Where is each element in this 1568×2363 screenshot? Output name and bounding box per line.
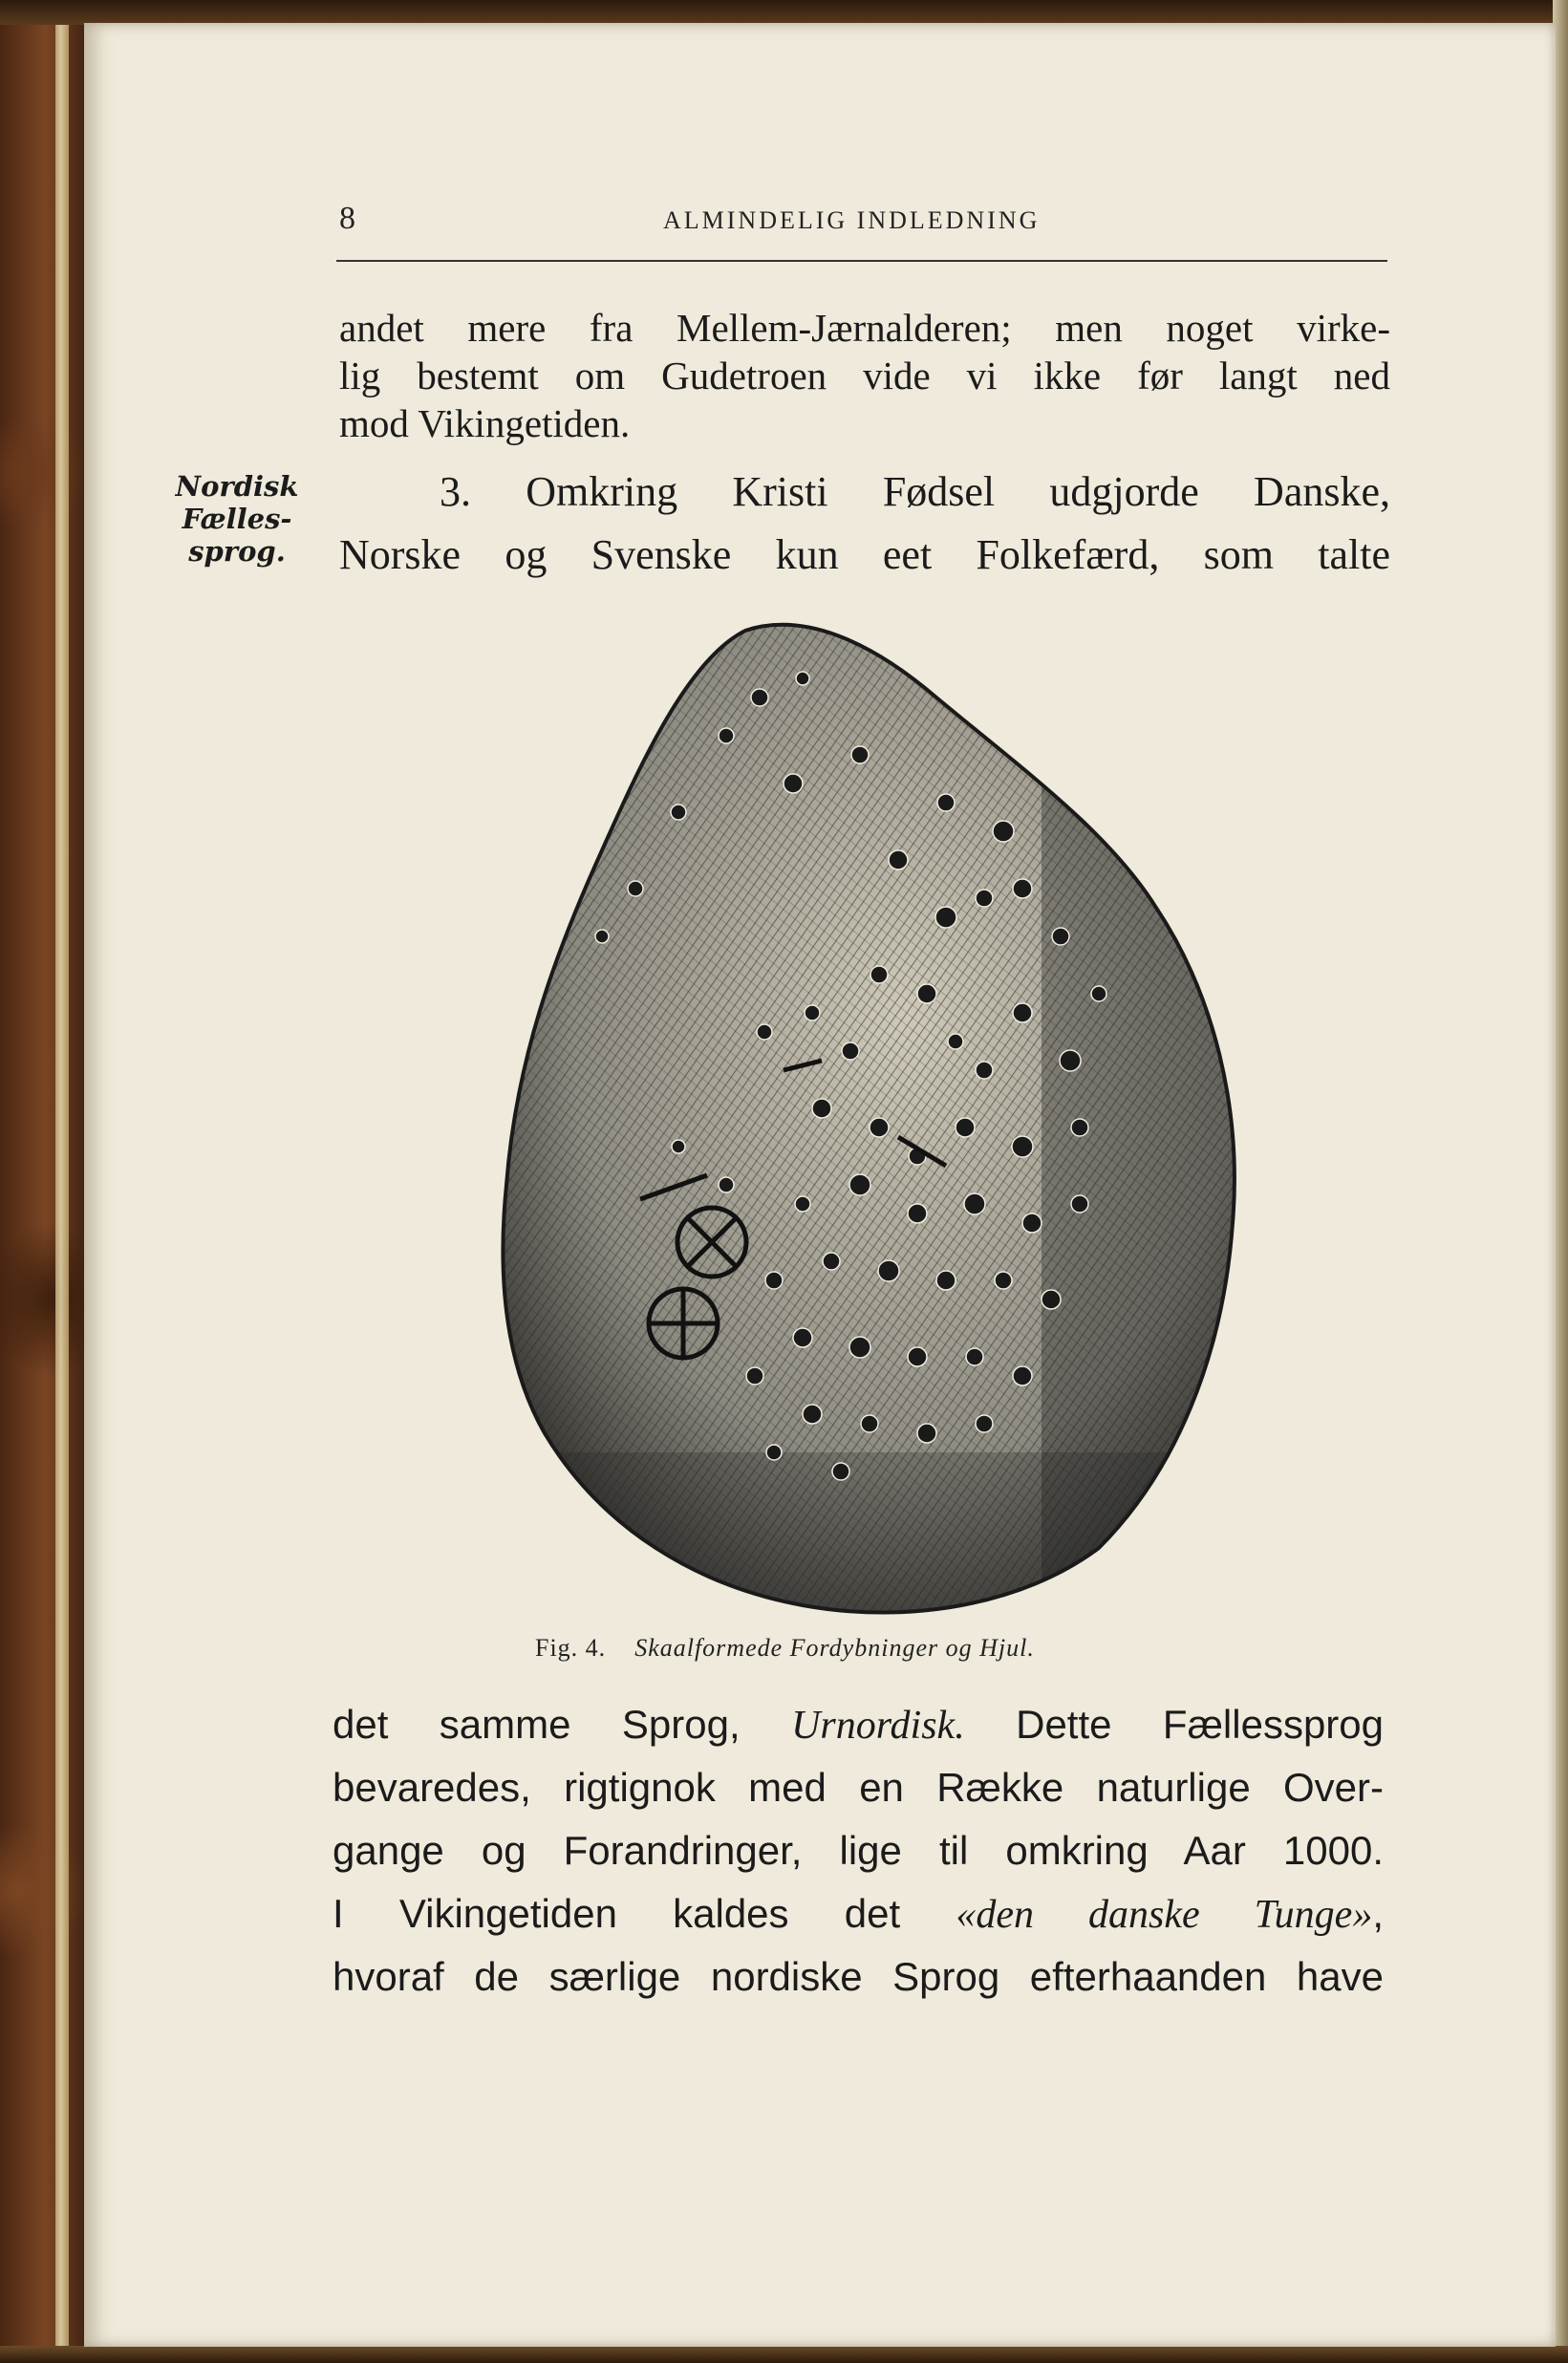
page-number: 8 xyxy=(339,201,355,236)
margin-note-line-2: Fælles- xyxy=(182,503,292,535)
paragraph-top-line-3: mod Vikingetiden. xyxy=(339,401,631,445)
margin-note-line-1: Nordisk xyxy=(175,470,299,503)
paragraph-bottom-line-5: hvoraf de særlige nordiske Sprog efterhaanden have xyxy=(333,1954,1384,1999)
margin-note xyxy=(161,470,313,568)
paragraph-top-line-2: lig bestemt om Gudetroen vide vi ikke før langt ned xyxy=(339,354,1390,397)
figure-label: Fig. 4. xyxy=(535,1634,607,1662)
header-rule xyxy=(336,260,1387,262)
figure-caption xyxy=(535,1634,1035,1663)
top-edge xyxy=(0,0,1568,25)
line1-part-b: Urnordisk. xyxy=(791,1704,965,1748)
line1-part-c: Dette Fællessprog xyxy=(964,1702,1385,1747)
gilt-edge xyxy=(55,0,69,2363)
section-3-line-1: 3. Omkring Kristi Fødsel udgjorde Danske, xyxy=(440,468,1390,515)
line1-part-a: det samme Sprog, xyxy=(333,1702,792,1747)
paragraph-bottom-line-2: bevaredes, rigtignok med en Række naturlige Over- xyxy=(333,1765,1384,1810)
section-3-line-2: Norske og Svenske kun eet Folkefærd, som talte xyxy=(339,531,1390,578)
running-header: ALMINDELIG INDLEDNING xyxy=(663,206,1041,234)
line4-part-c: , xyxy=(1372,1891,1384,1936)
bottom-edge xyxy=(0,2346,1568,2363)
stone-engraving-illustration xyxy=(487,612,1252,1624)
line4-part-a: I Vikingetiden kaldes det xyxy=(333,1891,956,1936)
paragraph-bottom-line-4 xyxy=(333,1882,1384,1946)
book-binding xyxy=(0,0,91,2363)
paragraph-bottom-line-3: gange og Forandringer, lige til omkring Aar 1000. xyxy=(333,1828,1384,1873)
stone-body xyxy=(487,612,1252,1624)
figure-caption-text: Skaalformede Fordybninger og Hjul. xyxy=(634,1634,1035,1662)
paragraph-top-line-1: andet mere fra Mellem-Jærnalderen; men noget virke- xyxy=(339,306,1390,350)
paragraph-bottom-line-1 xyxy=(333,1693,1384,1757)
margin-note-line-3: sprog. xyxy=(188,535,286,568)
line4-part-b: «den danske Tunge» xyxy=(956,1893,1373,1937)
